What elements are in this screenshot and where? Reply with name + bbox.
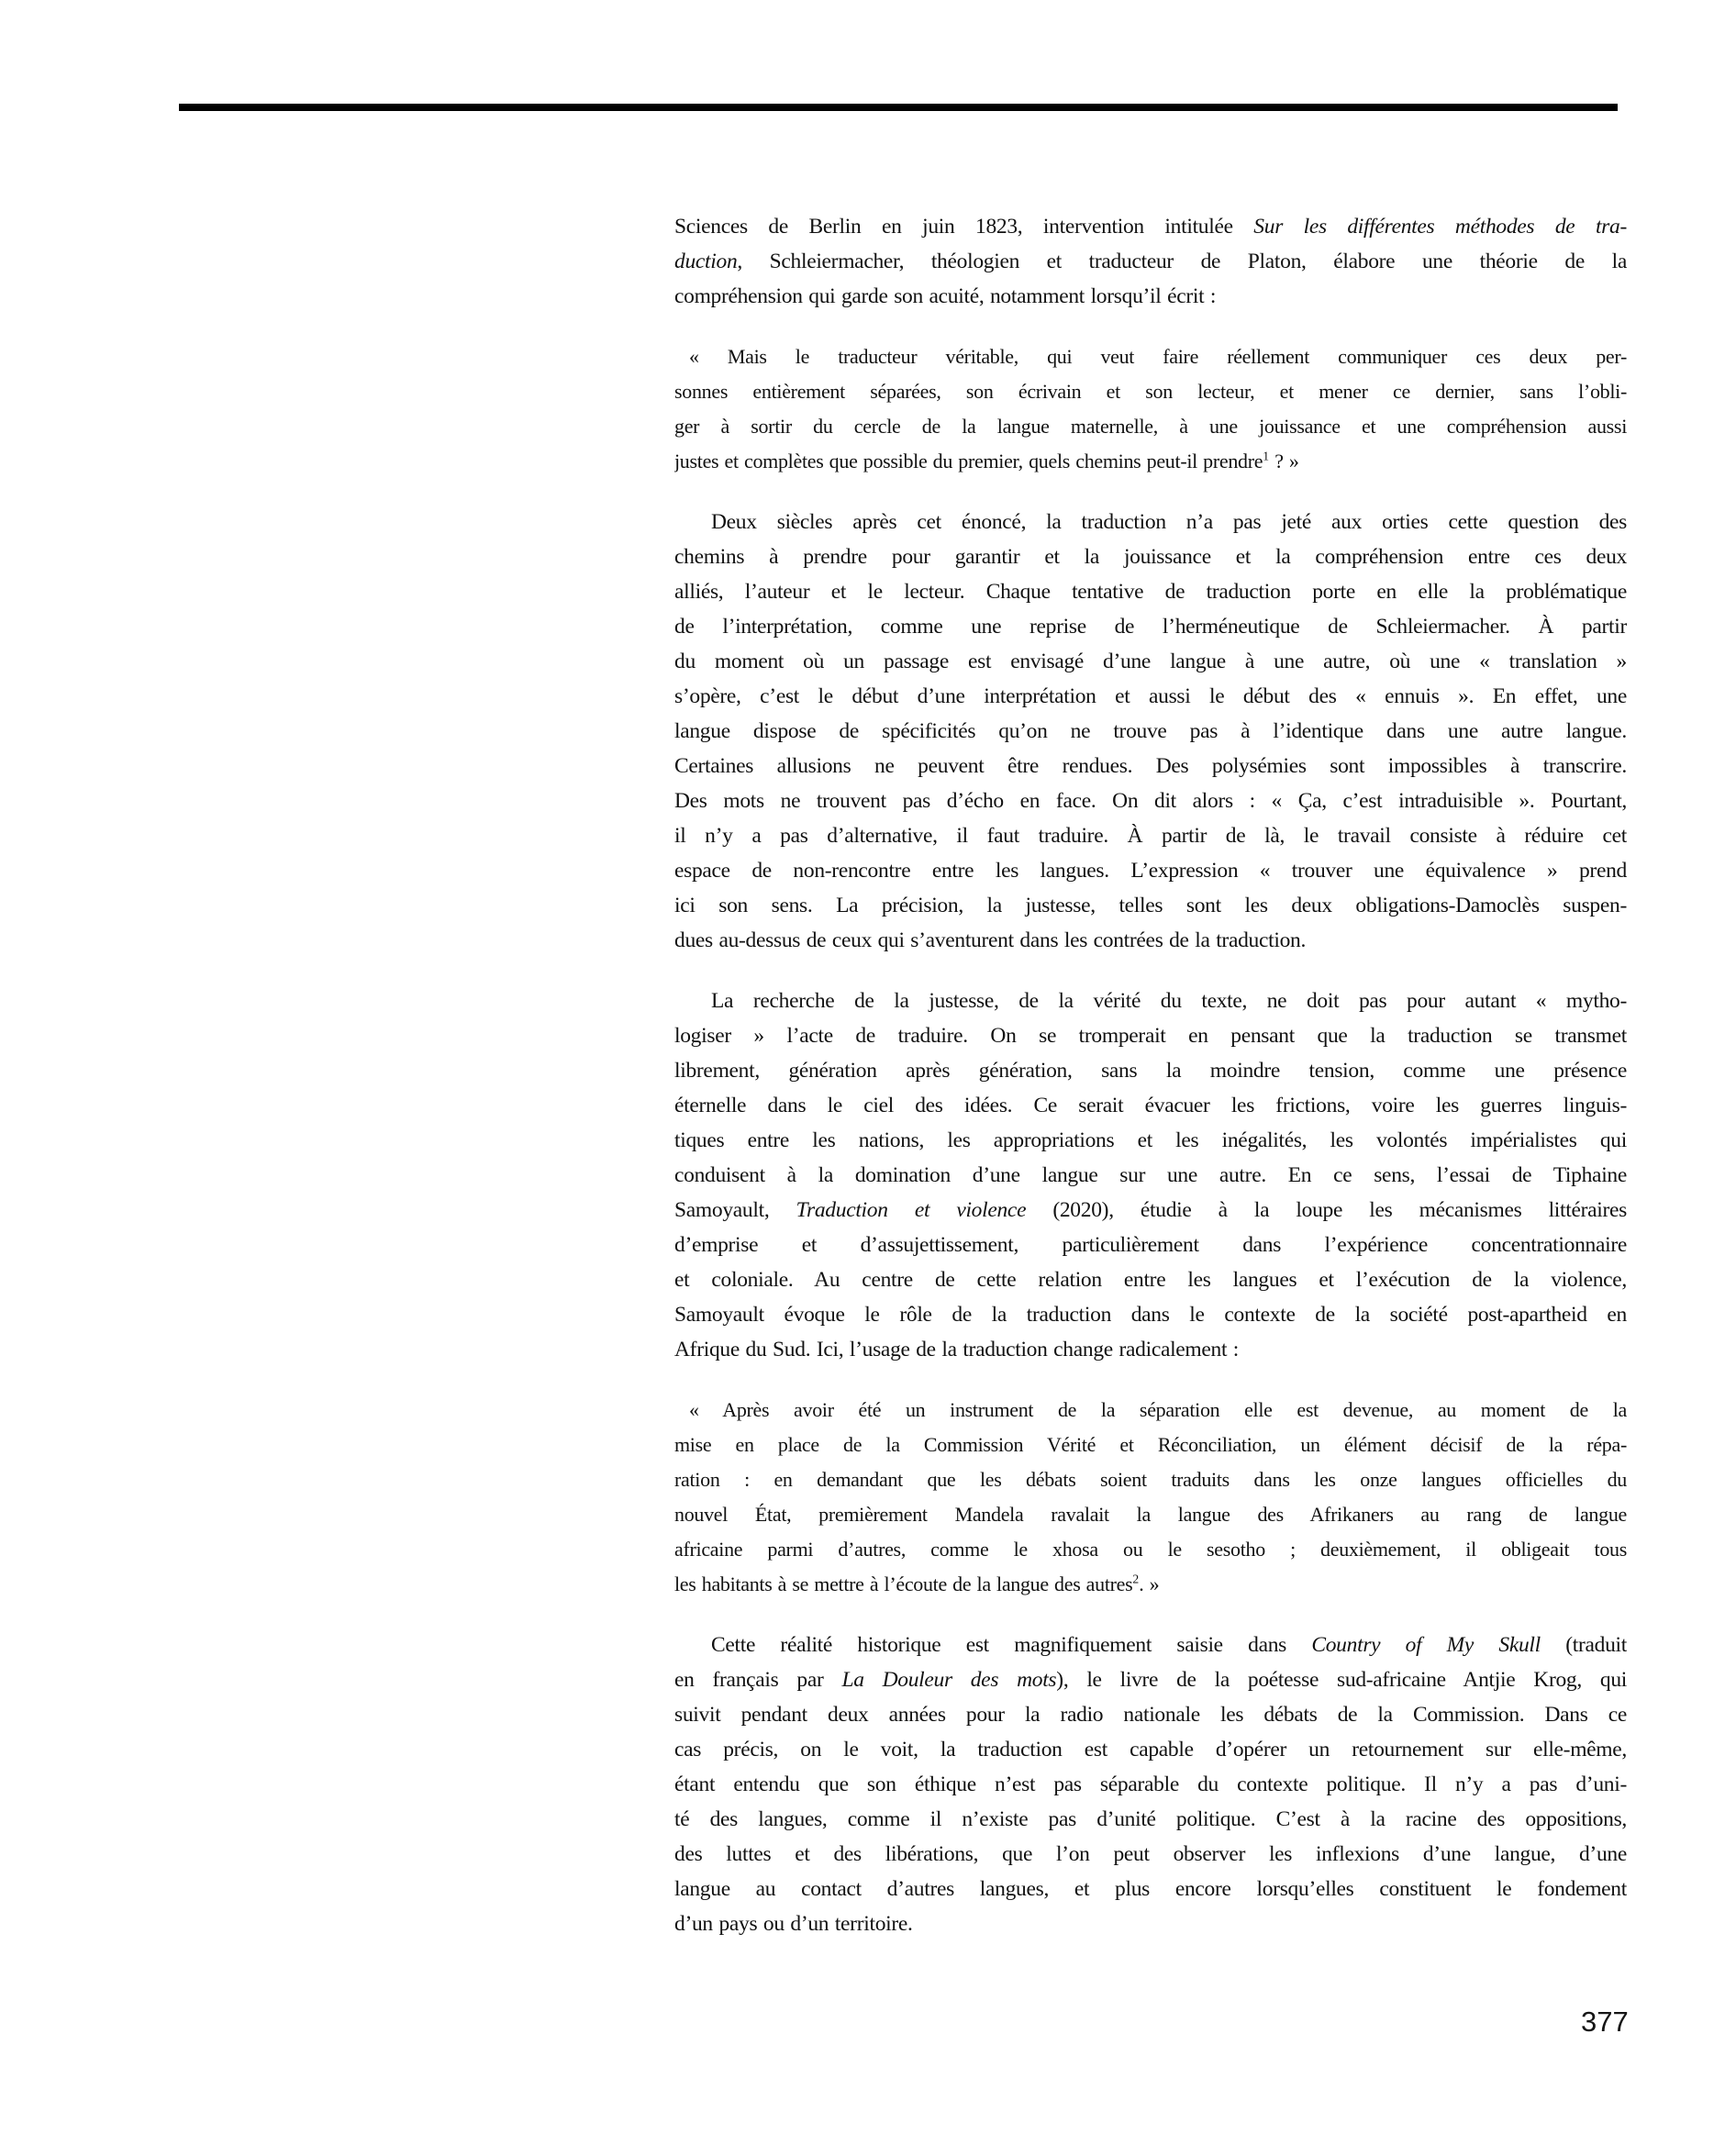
text-line: justes et complètes que possible du premier, quels chemins peut-il prendre$^1$ ? »: [674, 449, 1299, 472]
text-line: d’emprise et d’assujettissement, particulièrement dans l’expérience concentrationnaire: [674, 1233, 1627, 1257]
text-line: duction, Schleiermacher, théologien et traducteur de Platon, élabore une théorie de la: [674, 250, 1627, 273]
text-line: langue dispose de spécificités qu’on ne trouve pas à l’identique dans une autre langue.: [674, 719, 1627, 743]
text-line: « Mais le traducteur véritable, qui veut faire réellement communiquer ces deux per-: [689, 345, 1627, 368]
text-line: mise en place de la Commission Vérité et Réconciliation, un élément décisif de la répa-: [674, 1433, 1627, 1456]
text-line: s’opère, c’est le début d’une interprétation et aussi le début des « ennuis ». En effet, une: [674, 684, 1627, 708]
text-line: tiques entre les nations, les appropriations et les inégalités, les volontés impérialistes qui: [674, 1128, 1627, 1152]
text-line: des luttes et des libérations, que l’on peut observer les inflexions d’une langue, d’une: [674, 1842, 1627, 1866]
text-line: dues au-dessus de ceux qui s’aventurent dans les contrées de la traduction.: [674, 928, 1307, 952]
text-line: compréhension qui garde son acuité, notamment lorsqu’il écrit :: [674, 284, 1217, 308]
text-line: Samoyault, Traduction et violence (2020), étudie à la loupe les mécanismes littéraires: [674, 1198, 1627, 1222]
text-line: du moment où un passage est envisagé d’une langue à une autre, où une « translation »: [674, 650, 1627, 673]
text-line: cas précis, on le voit, la traduction est capable d’opérer un retournement sur elle-même,: [674, 1738, 1627, 1761]
text-line: « Après avoir été un instrument de la séparation elle est devenue, au moment de la: [689, 1398, 1627, 1421]
text-line: étant entendu que son éthique n’est pas séparable du contexte politique. Il n’y a pas d’uni-: [674, 1773, 1627, 1796]
text-line: en français par La Douleur des mots), le livre de la poétesse sud-africaine Antjie Krog, qui: [674, 1668, 1627, 1692]
text-line: il n’y a pas d’alternative, il faut traduire. À partir de là, le travail consiste à réduire cet: [674, 824, 1627, 848]
text-line: Des mots ne trouvent pas d’écho en face. On dit alors : « Ça, c’est intraduisible ». Pourtant,: [674, 789, 1627, 813]
text-line: librement, génération après génération, sans la moindre tension, comme une présence: [674, 1059, 1627, 1083]
text-line: Certaines allusions ne peuvent être rendues. Des polysémies sont impossibles à transcrire.: [674, 754, 1627, 778]
text-line: chemins à prendre pour garantir et la jouissance et la compréhension entre ces deux: [674, 545, 1627, 569]
text-line: de l’interprétation, comme une reprise de l’herméneutique de Schleiermacher. À partir: [674, 615, 1627, 639]
text-line: espace de non-rencontre entre les langues. L’expression « trouver une équivalence » prend: [674, 859, 1627, 883]
text-line: Afrique du Sud. Ici, l’usage de la traduction change radicalement :: [674, 1338, 1240, 1361]
text-line: d’un pays ou d’un territoire.: [674, 1912, 913, 1936]
text-line: suivit pendant deux années pour la radio nationale les débats de la Commission. Dans ce: [674, 1703, 1627, 1727]
text-line: La recherche de la justesse, de la vérité du texte, ne doit pas pour autant « mytho-: [711, 989, 1627, 1013]
text-line: Deux siècles après cet énoncé, la traduction n’a pas jeté aux orties cette question des: [711, 510, 1627, 534]
text-line: logiser » l’acte de traduire. On se tromperait en pensant que la traduction se transmet: [674, 1024, 1627, 1048]
text-column: [674, 209, 1627, 1941]
text-line: Sciences de Berlin en juin 1823, intervention intitulée Sur les différentes méthodes de tra-: [674, 215, 1627, 239]
text-line: ger à sortir du cercle de la langue maternelle, à une jouissance et une compréhension aussi: [674, 415, 1627, 438]
text-line: sonnes entièrement séparées, son écrivain et son lecteur, et mener ce dernier, sans l’obli-: [674, 380, 1627, 403]
text-line: ration : en demandant que les débats soient traduits dans les onze langues officielles du: [674, 1468, 1627, 1491]
text-line: africaine parmi d’autres, comme le xhosa ou le sesotho ; deuxièmement, il obligeait tous: [674, 1538, 1627, 1561]
text-line: langue au contact d’autres langues, et plus encore lorsqu’elles constituent le fondement: [674, 1877, 1627, 1901]
paragraph: [674, 505, 1627, 958]
paragraph: [674, 209, 1627, 314]
text-line: et coloniale. Au centre de cette relation entre les langues et l’exécution de la violence,: [674, 1268, 1627, 1292]
text-line: ici son sens. La précision, la justesse, telles sont les deux obligations-Damoclès suspen-: [674, 894, 1627, 917]
text-line: té des langues, comme il n’existe pas d’unité politique. C’est à la racine des oppositions,: [674, 1807, 1627, 1831]
top-rule: [179, 104, 1618, 111]
paragraph: [674, 1628, 1627, 1941]
page-number: 377: [1581, 2006, 1629, 2038]
text-line: Samoyault évoque le rôle de la traduction dans le contexte de la société post-apartheid en: [674, 1303, 1627, 1327]
text-line: les habitants à se mettre à l’écoute de la langue des autres$^2$. »: [674, 1572, 1160, 1595]
text-line: nouvel État, premièrement Mandela ravalait la langue des Afrikaners au rang de langue: [674, 1503, 1627, 1526]
quote-block: [674, 339, 1627, 479]
paragraph: [674, 984, 1627, 1367]
text-line: alliés, l’auteur et le lecteur. Chaque tentative de traduction porte en elle la problématique: [674, 580, 1627, 604]
text-line: conduisent à la domination d’une langue sur une autre. En ce sens, l’essai de Tiphaine: [674, 1163, 1627, 1187]
text-line: Cette réalité historique est magnifiquement saisie dans Country of My Skull (traduit: [711, 1633, 1627, 1657]
text-line: éternelle dans le ciel des idées. Ce serait évacuer les frictions, voire les guerres linguis-: [674, 1094, 1627, 1117]
quote-block: [674, 1393, 1627, 1602]
